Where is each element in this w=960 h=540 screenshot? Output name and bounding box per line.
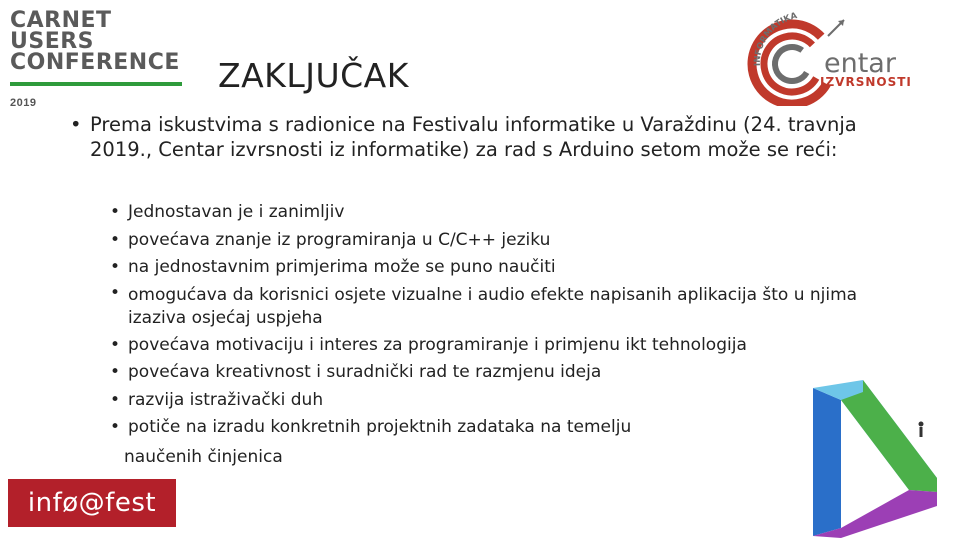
centar-izvrsnosti-logo: [740, 6, 940, 106]
list-item: [110, 359, 890, 387]
intro-bullet: •: [70, 113, 82, 136]
list-item-continuation: naučenih činjenica: [124, 447, 283, 467]
list-bullet: •: [110, 334, 121, 355]
intro-text: Prema iskustvima s radionice na Festivalu informatike u Varaždinu (24. travnja 2019., Centar izvrsnosti iz informatike) za rad s Arduino setom može se reći:: [90, 113, 857, 161]
list-bullet: •: [110, 257, 121, 277]
slide-title: ZAKLJUČAK: [218, 56, 409, 95]
centar-arc-text: INFORMATIKA: [752, 11, 799, 67]
list-item-text: omogućava da korisnici osjete vizualne i audio efekte napisanih aplikacija što u njima izaziva osjećaj uspjeha: [128, 284, 858, 328]
infofest-badge: infø@fest: [8, 479, 176, 527]
carnet-logo: [10, 10, 190, 109]
person-icon: [919, 422, 924, 438]
carnet-logo-line3: CONFERENCE: [10, 50, 180, 75]
list-item-text: povećava motivaciju i interes za programiranje i primjenu ikt tehnologija: [128, 334, 747, 355]
conclusion-list: [110, 199, 890, 442]
list-bullet: •: [110, 229, 121, 250]
list-bullet: •: [110, 202, 121, 222]
carnet-logo-line1: CARNET: [10, 8, 112, 33]
list-item-text: razvija istraživački duh: [128, 389, 324, 410]
carnet-logo-year: 2019: [10, 97, 37, 109]
list-item-text: potiče na izradu konkretnih projektnih zadataka na temelju: [128, 417, 632, 437]
list-item: [110, 227, 890, 255]
list-bullet: •: [110, 417, 121, 437]
list-item: [110, 199, 890, 227]
list-item: [110, 254, 890, 282]
list-item: [110, 387, 890, 415]
list-item-text: na jednostavnim primjerima može se puno naučiti: [128, 257, 556, 277]
intro-paragraph: [70, 112, 890, 162]
arrow-icon: [828, 20, 844, 36]
list-bullet: •: [110, 389, 121, 410]
list-item-text: povećava znanje iz programiranja u C/C++ jeziku: [128, 229, 551, 250]
list-item: [110, 332, 890, 360]
list-bullet: •: [110, 282, 121, 303]
carnet-logo-bar: [10, 82, 182, 86]
carnet-logo-line2: USERS: [10, 29, 95, 54]
penrose-triangle-icon: [805, 378, 955, 538]
list-item: [110, 414, 890, 442]
list-item: [110, 282, 890, 332]
list-item-text: Jednostavan je i zanimljiv: [128, 202, 345, 222]
centar-subtitle: IZVRSNOSTI: [820, 75, 912, 89]
centar-word: entar: [824, 48, 896, 79]
list-bullet: •: [110, 362, 121, 382]
list-item-text: povećava kreativnost i suradnički rad te razmjenu ideja: [128, 362, 602, 382]
